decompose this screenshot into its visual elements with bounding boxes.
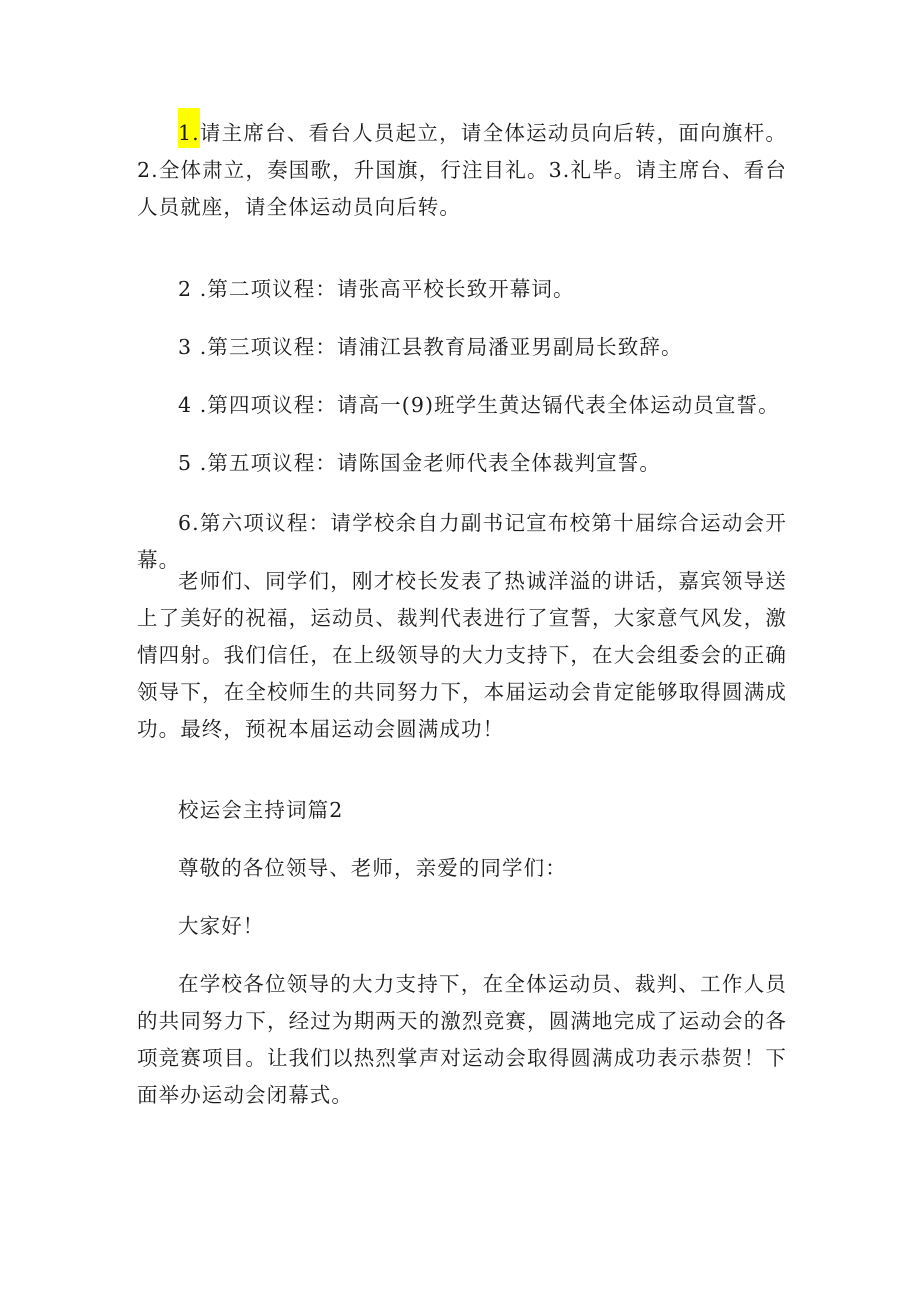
paragraph-closing-remarks: 老师们、同学们，刚才校长发表了热诚洋溢的讲话，嘉宾领导送上了美好的祝福，运动员、裁判代表进行了宣誓，大家意气风发，激情四射。我们信任，在上级领导的大力支持下，在大会组委会的正确领导下，在全校师生的共同努力下，本届运动会肯定能够取得圆满成功。最终，预祝本届运动会圆满成功！ <box>137 569 787 741</box>
paragraph-agenda-2: 2 .第二项议程：请张高平校长致开幕词。 <box>178 277 575 301</box>
paragraph-agenda-6: 6.第六项议程：请学校余自力副书记宣布校第十届综合运动会开幕。 <box>137 511 787 572</box>
paragraph-greeting: 大家好！ <box>178 914 265 938</box>
paragraph-agenda-1 <box>137 108 787 226</box>
highlighted-number: 1. <box>178 108 200 148</box>
section-heading: 校运会主持词篇2 <box>178 798 344 822</box>
paragraph-agenda-4: 4 .第四项议程：请高一(9)班学生黄达镉代表全体运动员宣誓。 <box>178 393 780 417</box>
paragraph-closing-ceremony: 在学校各位领导的大力支持下，在全体运动员、裁判、工作人员的共同努力下，经过为期两天的激烈竞赛，圆满地完成了运动会的各项竞赛项目。让我们以热烈掌声对运动会取得圆满成功表示恭贺！下面举办运动会闭幕式。 <box>137 972 787 1107</box>
paragraph-agenda-3: 3 .第三项议程：请浦江县教育局潘亚男副局长致辞。 <box>178 335 683 359</box>
paragraph-agenda-5: 5 .第五项议程：请陈国金老师代表全体裁判宣誓。 <box>178 451 661 475</box>
paragraph-text: 请主席台、看台人员起立，请全体运动员向后转，面向旗杆。2.全体肃立，奏国歌，升国旗，行注目礼。3.礼毕。请主席台、看台人员就座，请全体运动员向后转。 <box>137 121 787 219</box>
paragraph-salutation: 尊敬的各位领导、老师，亲爱的同学们： <box>178 856 567 880</box>
